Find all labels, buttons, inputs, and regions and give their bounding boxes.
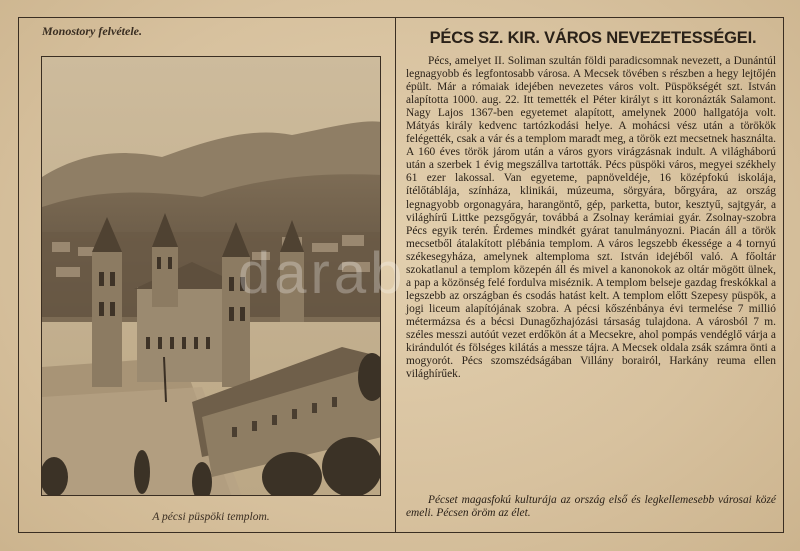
photo-caption: A pécsi püspöki templom.: [152, 511, 270, 523]
column-divider: [395, 17, 396, 533]
page-title: PÉCS SZ. KIR. VÁROS NEVEZETESSÉGEI.: [429, 29, 757, 47]
body-text: Pécs, amelyet II. Soliman szultán földi paradicsomnak nevezett, a Dunántúl legnagyobb és legfontosabb városa. A Mecsek tövében s részben a hegy lejtőjén épült. Már a rómaiak idejében nevezetes város volt. Püspökségét szt. István alapította 1000. aug. 22. Itt temették el Péter királyt s itt koronázták Salamont. Nagy Lajos 1367-ben egyetemet alapított, amelynek 2000 hallgatója volt. Mátyás király kedvenc tartózkodási helye. A mohácsi vész után a törökök felégették, csak a vár és a templom maradt meg, a török ezt mecsetnek használta. A 160 éves török járom után a város gyors virágzásnak indult. A világháború után a szerbek 1 évig megszállva tartották. Pécs püspöki város, megyei székhely 61 ezer lakossal. Van egyeteme, papnöveldéje, 16 középfokú iskolája, ítélőtáblája, színháza, klinikái, múzeuma, sörgyára, bőrgyára, az ország legnagyobb orgonagyára, harangöntő, gép, parketta, butor, kesztyű, sajtgyár, a világhírű Littke pezsgőgyár, továbbá a Zsolnay kerámiai gyár. Zsolnay-szobra Pécs egyik terén. Érdemes mindkét gyárat tanulmányozni. Piacán áll a török mecsetből átalakított plébánia templom. A város legszebb ékessége a 4 tornyú székesegyháza, amelynek altemploma szt. István idejéből való. A főoltár szokatlanul a templom közepén áll és mivel a kanonokok az oltár mögött ülnek, a pap a közönség felé fordulva miséznik. A templom belseje gazdag freskókkal a legszebb az országban és csodás hatást kelt. A templom előtt Szepesy püspök, a jogi liceum alapítójának szobra. A pécsi kőszénbánya évi termelése 7 millió métermázsa és a bécsi Dunagőzhajózási társaság tulajdona. A városból 7 m. széles messzi autóút vezet erdőkön át a Mecsekre, ahol pompás vendéglő várja a kirándulót és fölséges kilátás a messze tájra. A Mecsek oldala zsák számra önti a mogyorót. Pécs szomszédságában Villány borairól, Harkány reuma ellen világhírűek.: [406, 55, 776, 381]
closing-text: Pécset magasfokú kulturája az ország első és legkellemesebb városai közé emeli. Pécsen öröm az élet.: [406, 494, 776, 520]
watermark: darab: [238, 241, 407, 306]
photo-credit: Monostory felvétele.: [42, 24, 142, 38]
cathedral-photo: [41, 56, 381, 496]
